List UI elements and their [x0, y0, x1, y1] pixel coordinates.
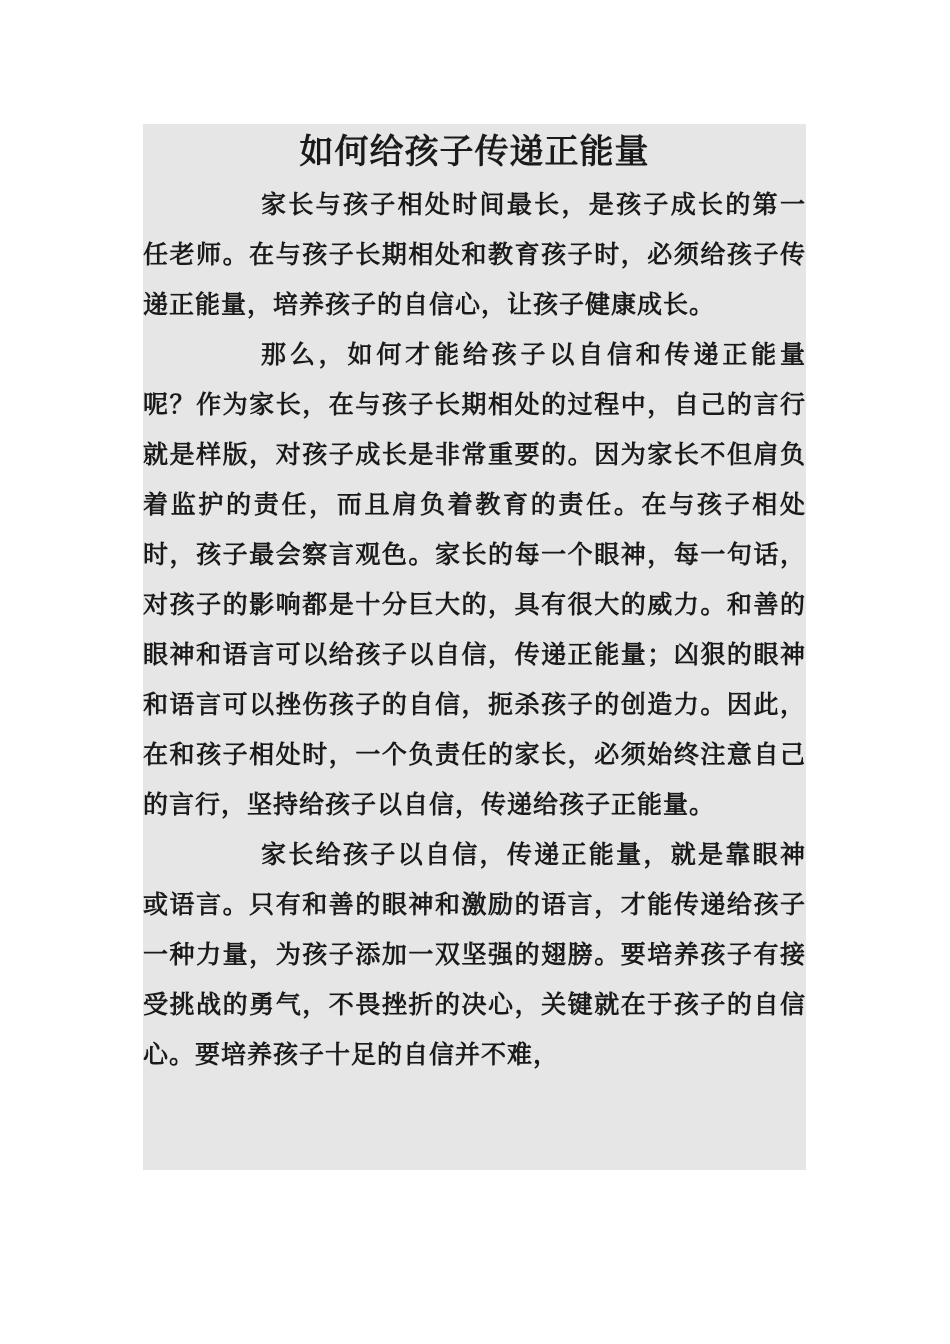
document-content [143, 124, 806, 1170]
paragraph-2: 那么，如何才能给孩子以自信和传递正能量呢？作为家长，在与孩子长期相处的过程中，自己的言行就是样版，对孩子成长是非常重要的。因为家长不但肩负着监护的责任，而且肩负着教育的责任。在与孩子相处时，孩子最会察言观色。家长的每一个眼神，每一句话，对孩子的影响都是十分巨大的，具有很大的威力。和善的眼神和语言可以给孩子以自信，传递正能量；凶狠的眼神和语言可以挫伤孩子的自信，扼杀孩子的创造力。因此，在和孩子相处时，一个负责任的家长，必须始终注意自己的言行，坚持给孩子以自信，传递给孩子正能量。 [143, 340, 806, 819]
paragraph-1: 家长与孩子相处时间最长，是孩子成长的第一任老师。在与孩子长期相处和教育孩子时，必须给孩子传递正能量，培养孩子的自信心，让孩子健康成长。 [143, 190, 806, 319]
paragraph-3: 家长给孩子以自信，传递正能量，就是靠眼神或语言。只有和善的眼神和激励的语言，才能传递给孩子一种力量，为孩子添加一双坚强的翅膀。要培养孩子有接受挑战的勇气，不畏挫折的决心，关键就在于孩子的自信心。要培养孩子十足的自信并不难， [143, 840, 806, 1069]
document-title: 如何给孩子传递正能量 [299, 132, 650, 172]
